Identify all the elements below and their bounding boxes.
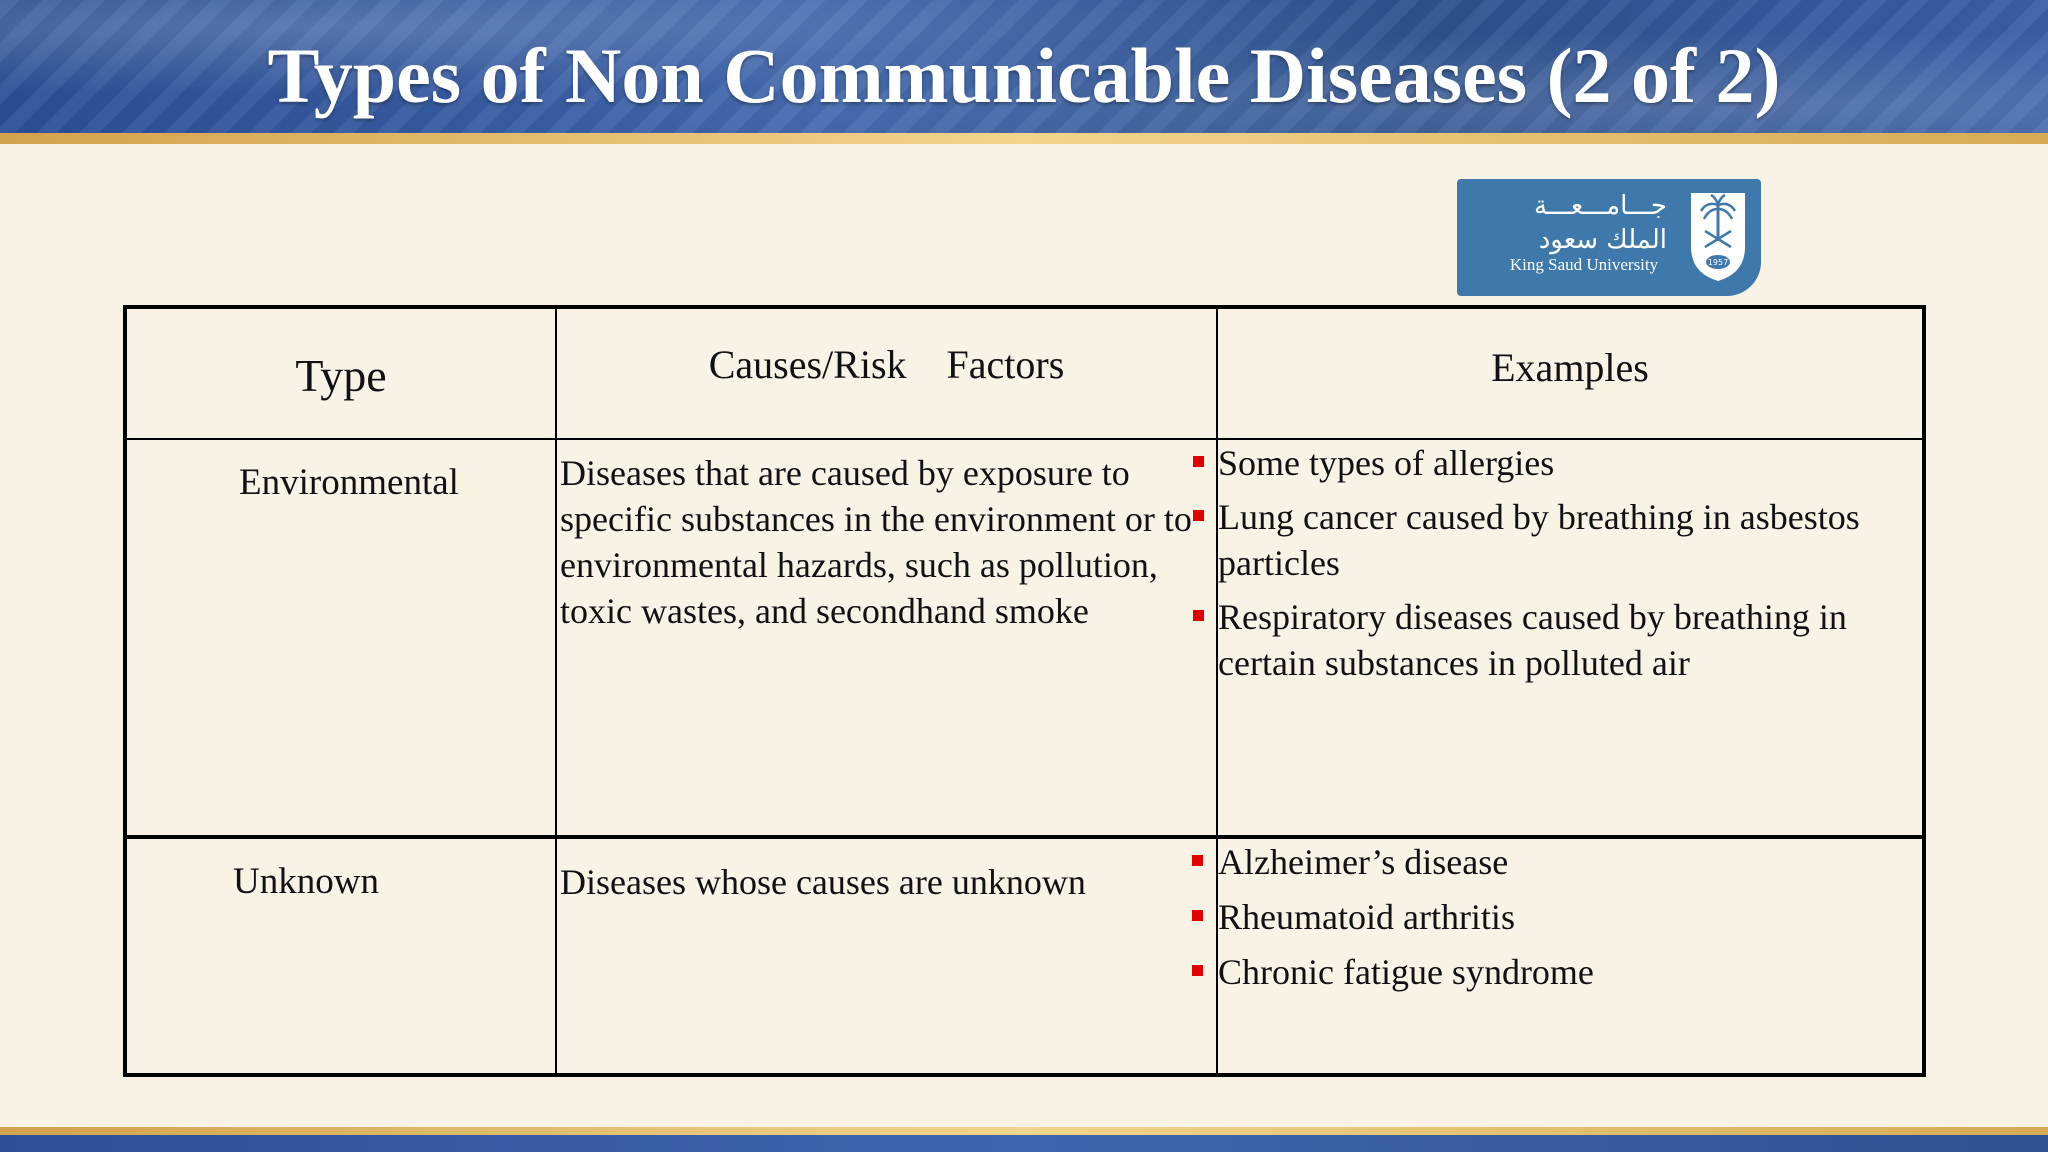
header-banner xyxy=(0,0,2048,133)
table-row xyxy=(127,837,1922,1073)
examples-list xyxy=(1218,440,1922,686)
list-item: Rheumatoid arthritis xyxy=(1218,894,1922,940)
list-item: Alzheimer’s disease xyxy=(1218,839,1922,885)
list-item: Some types of allergies xyxy=(1218,440,1922,486)
footer-gold-band xyxy=(0,1127,2048,1135)
header-causes: Causes/Risk Factors xyxy=(556,309,1217,439)
slide-title: Types of Non Communicable Diseases (2 of 2) xyxy=(267,32,1781,119)
header-type: Type xyxy=(127,309,556,439)
bullet-square-icon xyxy=(1192,965,1203,976)
list-item: Chronic fatigue syndrome xyxy=(1218,949,1922,995)
logo-english-text: King Saud University xyxy=(1509,255,1659,274)
university-logo xyxy=(1457,179,1761,296)
logo-arabic-text: جـــامـــعـــة الملك سعود xyxy=(1534,191,1667,255)
bullet-square-icon xyxy=(1193,610,1204,621)
palm-shield-icon xyxy=(1687,189,1749,283)
examples-cell xyxy=(1217,837,1922,1073)
bullet-square-icon xyxy=(1192,910,1203,921)
causes-cell: Diseases that are caused by exposure to specific substances in the environment or to environmental hazards, such as pollution, toxic wastes, and secondhand smoke xyxy=(556,439,1217,837)
examples-list xyxy=(1218,839,1922,995)
logo-year: 1957 xyxy=(1707,258,1729,267)
examples-cell xyxy=(1217,439,1922,837)
table-row xyxy=(127,439,1922,837)
type-cell: Unknown xyxy=(127,837,556,1073)
list-item: Lung cancer caused by breathing in asbestos particles xyxy=(1218,494,1922,586)
bullet-square-icon xyxy=(1193,510,1204,521)
footer-banner xyxy=(0,1135,2048,1152)
ncd-types-table xyxy=(123,305,1926,1077)
list-item: Respiratory diseases caused by breathing in certain substances in polluted air xyxy=(1218,594,1922,686)
header-examples: Examples xyxy=(1217,309,1922,439)
causes-cell: Diseases whose causes are unknown xyxy=(556,837,1217,1073)
bullet-square-icon xyxy=(1192,855,1203,866)
header-gold-band xyxy=(0,133,2048,144)
bullet-square-icon xyxy=(1193,456,1204,467)
table-header-row xyxy=(127,309,1922,439)
type-cell: Environmental xyxy=(127,439,556,837)
